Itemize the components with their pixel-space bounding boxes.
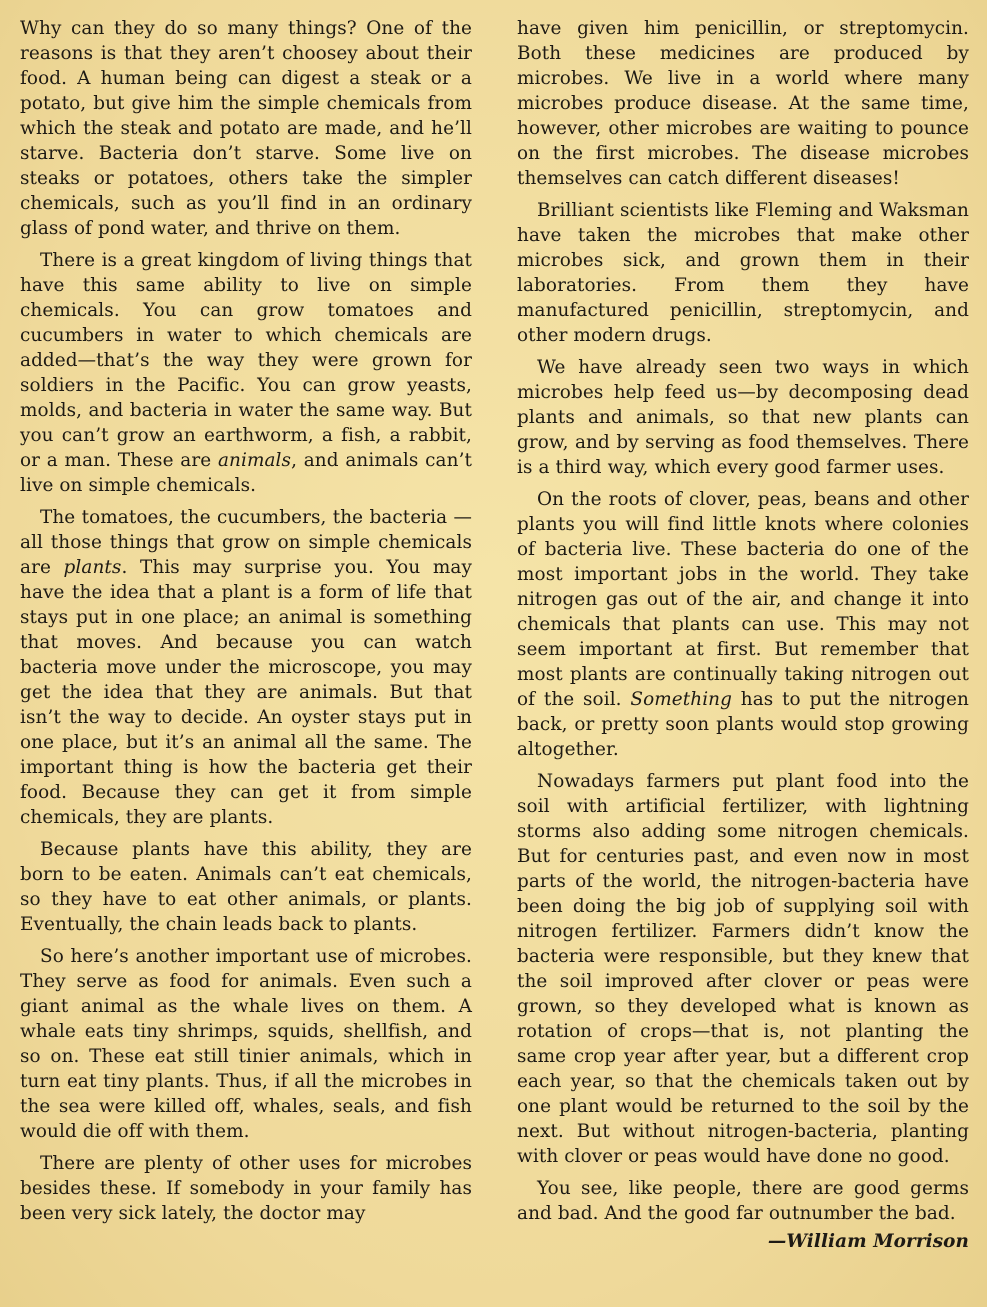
paragraph-text: . This may surprise you. You may have the idea that a plant is a form of life that stays put in one place; an animal is something that moves. And because you can watch bacteria move under the microscope, you may get the idea that they are animals. But that isn’t the way to decide. An oyster stays put in one place, but it’s an animal all the same. The important thing is how the bacteria get their food. Because they can get it from simple chemicals, they are plants. [20, 557, 472, 828]
emphasis-text: animals [217, 450, 292, 471]
paragraph: Brilliant scientists like Fleming and Waksman have taken the microbes that make other microbes sick, and grown them in their laboratories. From them they have manufactured penicillin, streptomycin, and other modern drugs. [517, 200, 969, 346]
paragraph: We have already seen two ways in which microbes help feed us—by decomposing dead plants and animals, so that new plants can grow, and by serving as food themselves. There is a third way, which every good farmer uses. [517, 357, 969, 478]
paragraph [20, 248, 472, 498]
paragraph [517, 487, 969, 762]
paragraph: There are plenty of other uses for microbes besides these. If somebody in your family has been very sick lately, the doctor may [20, 1153, 472, 1224]
paragraph-text: The tomatoes, the cucumbers, the bacteria —all those things that grow on simple chemicals are [20, 507, 472, 578]
left-column [20, 16, 472, 1261]
paragraph-text: On the roots of clover, peas, beans and other plants you will find little knots where colonies of bacteria live. These bacteria do one of the most important jobs in the world. They take nitrogen gas out of the air, and change it into chemicals that plants can use. This may not seem important at first. But remember that most plants are continually taking nitrogen out of the soil. [517, 489, 969, 710]
paragraph-text: , and animals can’t live on simple chemicals. [20, 450, 473, 496]
paragraph [20, 505, 472, 830]
article-columns [20, 16, 969, 1261]
author-signature: —William Morrison [767, 1231, 969, 1252]
paragraph: Because plants have this ability, they are born to be eaten. Animals can’t eat chemicals, so they have to eat other animals, or plants. Eventually, the chain leads back to plants. [20, 839, 472, 935]
paragraph: So here’s another important use of microbes. They serve as food for animals. Even such a giant animal as the whale lives on them. A whale eats tiny shrimps, squids, shellfish, and so on. These eat still tinier animals, which in turn eat tiny plants. Thus, if all the microbes in the sea were killed off, whales, seals, and fish would die off with them. [20, 946, 472, 1142]
paragraph-text: There is a great kingdom of living things that have this same ability to live on simple chemicals. You can grow tomatoes and cucumbers in water to which chemicals are added—that’s the way they were grown for soldiers in the Pacific. You can grow yeasts, molds, and bacteria in water the same way. But you can’t grow an earthworm, a fish, a rabbit, or a man. These are [20, 250, 472, 471]
emphasis-text: Something [630, 689, 733, 710]
paragraph: You see, like people, there are good germs and bad. And the good far outnumber the bad. [517, 1178, 969, 1224]
paragraph: Why can they do so many things? One of the reasons is that they aren’t choosey about their food. A human being can digest a steak or a potato, but give him the simple chemicals from which the steak and potato are made, and he’ll starve. Bacteria don’t starve. Some live on steaks or potatoes, others take the simpler chemicals, such as you’ll find in an ordinary glass of pond water, and thrive on them. [20, 18, 472, 239]
emphasis-text: plants [63, 557, 122, 578]
paragraph: Nowadays farmers put plant food into the soil with artificial fertilizer, with lightning storms also adding some nitrogen chemicals. But for centuries past, and even now in most parts of the world, the nitrogen-bacteria have been doing the big job of supplying soil with nitrogen fertilizer. Farmers didn’t know the bacteria were responsible, but they knew that the soil improved after clover or peas were grown, so they developed what is known as rotation of crops—that is, not planting the same crop year after year, but a different crop each year, so that the chemicals taken out by one plant would be returned to the soil by the next. But without nitrogen-bacteria, planting with clover or peas would have done no good. [517, 771, 969, 1167]
paragraph-text: has to put the nitrogen back, or pretty soon plants would stop growing altogether. [517, 689, 969, 760]
right-column [517, 16, 969, 1261]
paragraph: have given him penicillin, or streptomycin. Both these medicines are produced by microbes. We live in a world where many microbes produce disease. At the same time, however, other microbes are waiting to pounce on the first microbes. The disease microbes themselves can catch different diseases! [517, 18, 969, 189]
